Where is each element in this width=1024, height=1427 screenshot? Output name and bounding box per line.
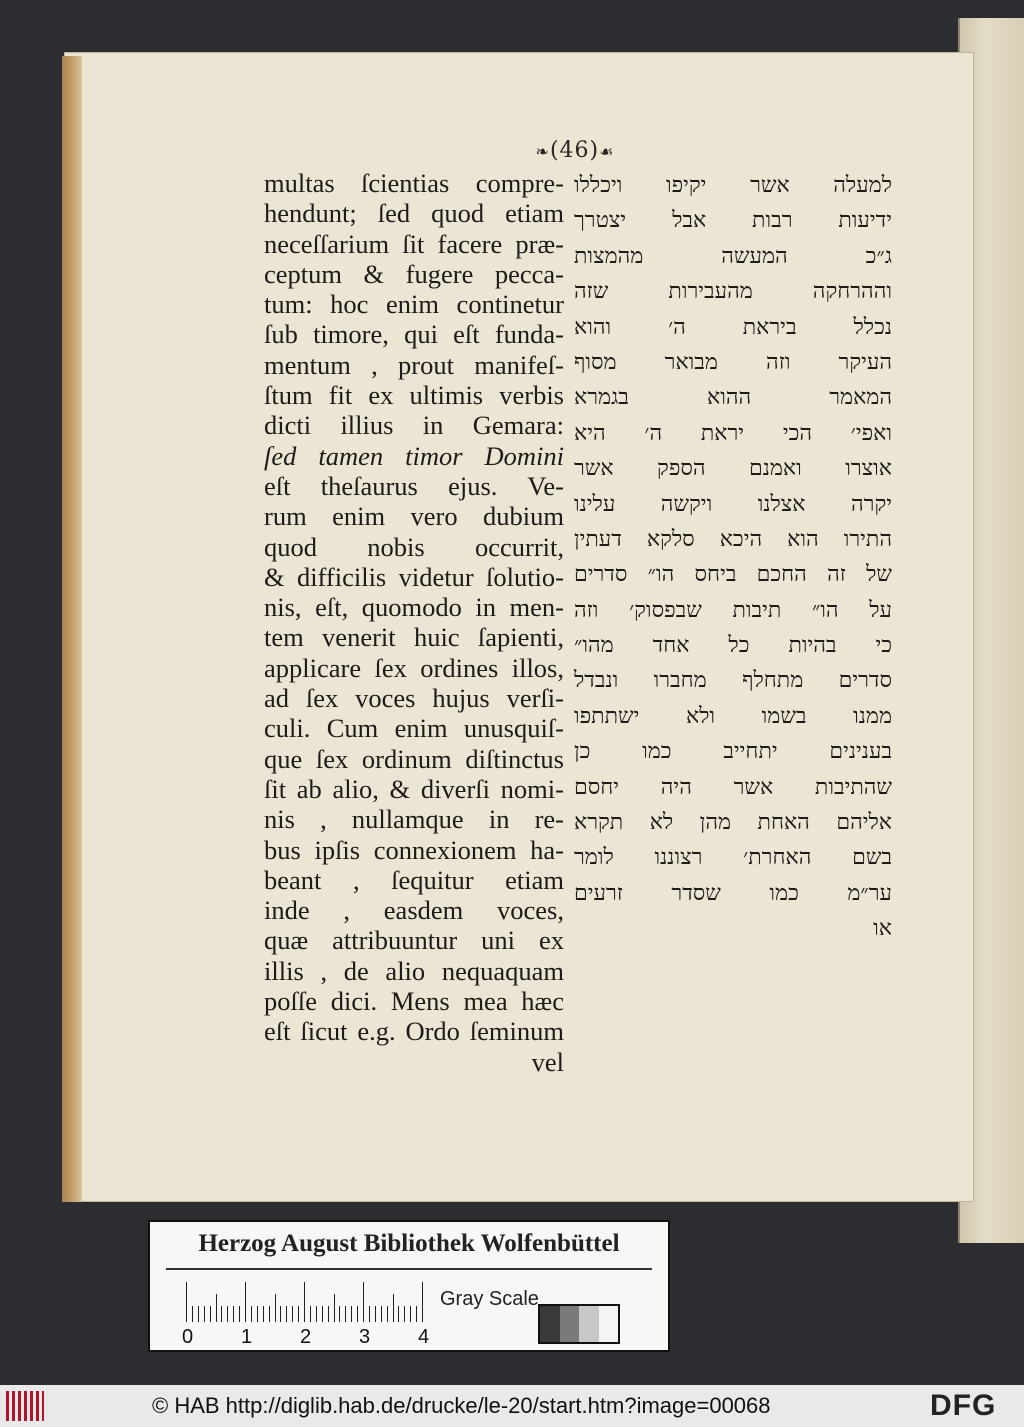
page-number-text: (46) [549, 138, 600, 163]
ruler-number: 2 [300, 1326, 312, 1348]
ruler-tick [245, 1282, 246, 1322]
latin-line: ſed tamen timor Domini [264, 440, 564, 471]
latin-line: quod nobis occurrit, [264, 531, 564, 562]
hebrew-line: אוצרו ואמנם הספק אשר [574, 456, 892, 482]
hebrew-line: המאמר ההוא בגמרא [574, 385, 892, 411]
page-edge [62, 56, 82, 1202]
hebrew-line: סדרים מתחלף מחברו ונבדל [574, 668, 892, 694]
latin-line: beant , ſequitur etiam [264, 864, 564, 895]
latin-line: ſub timore, qui eſt funda- [264, 319, 564, 350]
ruler-tick [398, 1306, 399, 1322]
latin-line: ſtum fit ex ultimis verbis [264, 380, 564, 411]
ruler-tick [334, 1294, 335, 1322]
ruler-tick [275, 1294, 276, 1322]
ruler-tick [198, 1306, 199, 1322]
hebrew-line: נכלל ביראת ה׳ והוא [574, 314, 892, 340]
latin-line: rum enim vero dubium [264, 501, 564, 532]
ruler-tick [310, 1306, 311, 1322]
latin-line: culi. Cum enim unusquiſ- [264, 713, 564, 744]
latin-line: ſit ab alio, & diverſi nomi- [264, 773, 564, 804]
ruler-tick [304, 1282, 305, 1322]
ruler-tick [363, 1282, 364, 1322]
hebrew-line: של זה החכם ביחס הו״ סדרים [574, 562, 892, 588]
hebrew-line: ואפי׳ הכי יראת ה׳ היא [574, 420, 892, 446]
hebrew-line: ידיעות רבות אבל יצטרך [574, 208, 892, 234]
ruler-tick [416, 1306, 417, 1322]
hebrew-line: ממנו בשמו ולא ישתתפו [574, 703, 892, 729]
centimeter-ruler [186, 1282, 434, 1322]
ruler-tick [298, 1306, 299, 1322]
ruler-tick [393, 1294, 394, 1322]
hebrew-line: ג״כ המעשה מהמצות [574, 243, 892, 269]
ruler-tick [339, 1306, 340, 1322]
ruler-tick [227, 1306, 228, 1322]
latin-line: & difficilis videtur ſolutio- [264, 561, 564, 592]
latin-line: que ſex ordinum diſtinctus [264, 743, 564, 774]
latin-line: ad ſex voces hujus verſi- [264, 683, 564, 714]
ruler-tick [369, 1306, 370, 1322]
hebrew-column [574, 168, 892, 947]
hebrew-line: יקרה אצלנו ויקשה עלינו [574, 491, 892, 517]
ruler-number: 0 [182, 1326, 194, 1348]
gray-swatch [599, 1306, 619, 1342]
ruler-tick [263, 1306, 264, 1322]
ruler-tick [221, 1306, 222, 1322]
ruler-tick [404, 1306, 405, 1322]
ruler-tick [186, 1282, 187, 1322]
hebrew-line: התירו הוא היכא סלקא דעתין [574, 526, 892, 552]
hebrew-line: שהתיבות אשר היה יחסם [574, 774, 892, 800]
hebrew-line: כי בהיות כל אחד מהו״ [574, 633, 892, 659]
gray-scale-label: Gray Scale [440, 1288, 539, 1310]
ruler-tick [210, 1306, 211, 1322]
hebrew-line: ער״מ כמו שסדר זרעים [574, 880, 892, 906]
ruler-tick [351, 1306, 352, 1322]
ruler-tick [286, 1306, 287, 1322]
ornament-left-icon: ❧ [535, 142, 550, 161]
ornament-right-icon: ☙ [599, 142, 615, 161]
ruler-tick [280, 1306, 281, 1322]
ruler-number: 4 [418, 1326, 430, 1348]
gray-swatch [579, 1306, 599, 1342]
dfg-logo: DFG [930, 1389, 997, 1422]
hebrew-line: למעלה אשר יקיפו ויכללו [574, 173, 892, 198]
ruler-number: 3 [359, 1326, 371, 1348]
ruler-tick [375, 1306, 376, 1322]
latin-line: nis, eſt, quomodo in men- [264, 592, 564, 623]
library-name: Herzog August Bibliothek Wolfenbüttel [198, 1230, 620, 1257]
ruler-tick [381, 1306, 382, 1322]
ruler-tick [345, 1306, 346, 1322]
latin-line: dicti illius in Gemara: [264, 410, 564, 441]
latin-line: eſt theſaurus ejus. Ve- [264, 470, 564, 501]
ruler-number: 1 [241, 1326, 253, 1348]
ruler-tick [387, 1306, 388, 1322]
ruler-tick [269, 1306, 270, 1322]
latin-line: multas ſcientias compre- [264, 168, 564, 198]
footer-copyright-link[interactable]: © HAB http://diglib.hab.de/drucke/le-20/start.htm?image=00068 [152, 1393, 771, 1418]
latin-line: mentum , prout manifeſ- [264, 349, 564, 380]
latin-line: tum: hoc enim continetur [264, 289, 564, 320]
ruler-tick [216, 1294, 217, 1322]
ruler-tick [204, 1306, 205, 1322]
latin-line: tem venerit huic ſapienti, [264, 622, 564, 653]
ruler-tick [357, 1306, 358, 1322]
gray-scale-swatches [538, 1304, 620, 1344]
latin-line: bus ipſis connexionem ha- [264, 834, 564, 865]
footer-bar [0, 1385, 1024, 1427]
hebrew-line: בשם האחרת׳ רצוננו לומר [574, 845, 892, 871]
hebrew-line: על הו״ תיבות שבפסוק׳ וזה [574, 597, 892, 623]
ruler-tick [410, 1306, 411, 1322]
page-number [520, 138, 630, 163]
hebrew-line-catchword: או [873, 916, 892, 942]
latin-line: neceſſarium ſit facere præ- [264, 228, 564, 259]
library-ruler-card [148, 1220, 670, 1352]
latin-line: ceptum & fugere pecca- [264, 258, 564, 289]
gray-swatch [540, 1306, 560, 1342]
hebrew-line: וההרחקה מהעבירות שזה [574, 279, 892, 305]
ruler-tick [192, 1306, 193, 1322]
ruler-tick [239, 1306, 240, 1322]
latin-line: quæ attribuuntur uni ex [264, 925, 564, 956]
gray-swatch [560, 1306, 580, 1342]
latin-line: illis , de alio nequaquam [264, 955, 564, 986]
ruler-tick [328, 1306, 329, 1322]
latin-line: applicare ſex ordines illos, [264, 652, 564, 683]
hebrew-line: העיקר וזה מבואר מסוף [574, 349, 892, 375]
latin-line-catchword: vel [531, 1046, 564, 1077]
hab-logo-icon [6, 1391, 44, 1421]
card-divider [166, 1268, 652, 1270]
ruler-tick [233, 1306, 234, 1322]
ruler-tick [422, 1282, 423, 1322]
latin-line: hendunt; ſed quod etiam [264, 198, 564, 229]
ruler-tick [251, 1306, 252, 1322]
ruler-tick [322, 1306, 323, 1322]
ruler-tick [292, 1306, 293, 1322]
latin-line: eſt ſicut e.g. Ordo ſeminum [264, 1016, 564, 1047]
latin-line: inde , easdem voces, [264, 895, 564, 926]
latin-line: poſſe dici. Mens mea hæc [264, 986, 564, 1017]
ruler-tick [257, 1306, 258, 1322]
latin-line: nis , nullamque in re- [264, 804, 564, 835]
ruler-tick [316, 1306, 317, 1322]
hebrew-line: אליהם האחת מהן לא תקרא [574, 810, 892, 836]
latin-column [264, 168, 564, 1077]
hebrew-line: בענינים יתחייב כמו כן [574, 739, 892, 765]
